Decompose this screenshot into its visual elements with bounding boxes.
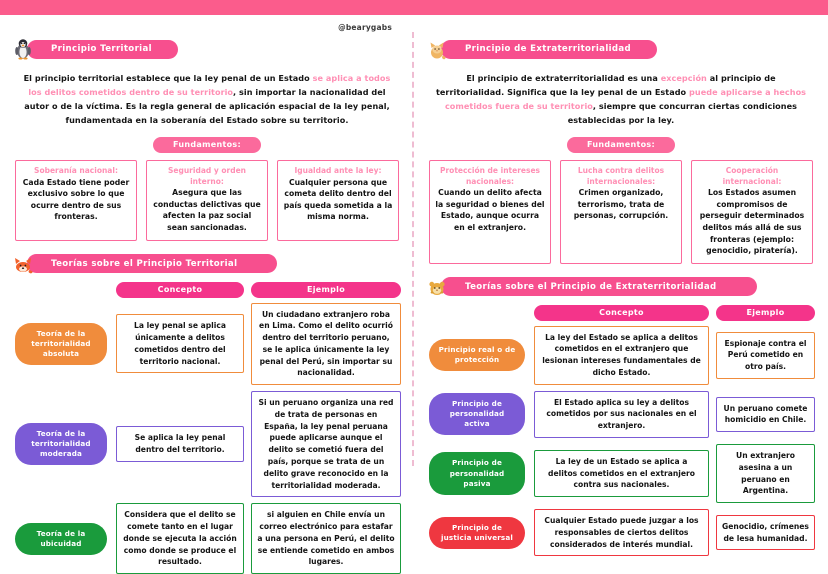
left-theories-header xyxy=(11,252,403,276)
fundamento-card xyxy=(560,160,682,264)
left-intro-highlight: se aplica a todos los delitos cometidos dentro de su territorio xyxy=(28,73,391,98)
right-fundamentos-cards xyxy=(425,160,817,264)
principle-label-pill: Principio de personalidad activa xyxy=(429,393,525,435)
left-theories-table xyxy=(11,282,403,574)
fundamento-card xyxy=(429,160,551,264)
penguin-icon xyxy=(11,37,35,61)
table-header-ejemplo: Ejemplo xyxy=(251,282,401,298)
fundamento-card-title: Soberanía nacional: xyxy=(34,165,118,175)
hamster-icon xyxy=(425,275,449,299)
principle-label-pill: Principio de personalidad pasiva xyxy=(429,452,525,494)
left-fundamentos-header xyxy=(11,137,403,153)
table-header-concepto: Concepto xyxy=(116,282,244,298)
right-theories-table xyxy=(425,305,817,557)
principle-pill-cell xyxy=(427,339,527,371)
fundamento-card-title: Seguridad y orden interno: xyxy=(167,165,247,186)
table-row xyxy=(13,391,401,497)
principle-example-cell: Un peruano comete homicidio en Chile. xyxy=(716,397,815,433)
left-fundamentos-label: Fundamentos: xyxy=(153,137,261,153)
right-intro-part1: El principio de extraterritorialidad es una xyxy=(466,73,661,83)
table-row xyxy=(427,391,815,438)
principle-concept-cell: La ley de un Estado se aplica a delitos cometidos en el extranjero contra sus nacionales. xyxy=(534,450,709,497)
left-intro-paragraph xyxy=(11,69,403,128)
theory-label-pill: Teoría de la territorialidad moderada xyxy=(15,423,107,465)
principle-example-cell: Un extranjero asesina a un peruano en Argentina. xyxy=(716,444,815,503)
left-section-title: Principio Territorial xyxy=(27,40,178,59)
principle-example-cell: Espionaje contra el Perú cometido en otro país. xyxy=(716,332,815,379)
left-theories-title: Teorías sobre el Principio Territorial xyxy=(27,254,277,273)
principle-label-pill: Principio real o de protección xyxy=(429,339,525,371)
theory-concept-cell: La ley penal se aplica únicamente a delitos cometidos dentro del territorio nacional. xyxy=(116,314,244,373)
right-fundamentos-header xyxy=(425,137,817,153)
fundamento-card-body: Cuando un delito afecta la seguridad o bienes del Estado, aunque ocurra en el extranjero. xyxy=(435,188,545,233)
fundamento-card xyxy=(146,160,268,241)
right-intro-part2: al principio de territorialidad. Significa que la ley penal de un Estado xyxy=(435,73,776,98)
principle-pill-cell xyxy=(427,517,527,549)
fundamento-card-body: Crimen organizado, terrorismo, trata de personas, corrupción. xyxy=(573,188,669,221)
theory-pill-cell xyxy=(13,423,109,465)
left-intro-part1: El principio territorial establece que la ley penal de un Estado xyxy=(23,73,313,83)
fundamento-card-body: Los Estados asumen compromisos de perseguir determinados delitos más allá de sus fronteras (ejemplo: genocidio, piratería). xyxy=(699,188,805,256)
right-theories-header xyxy=(425,275,817,299)
theory-example-cell: Si un peruano organiza una red de trata de personas en España, la ley penal peruana puede aplicarse aunque el delito se cometió fuera del país, porque se trata de un delito grave reconocido en la territorialidad moderada. xyxy=(251,391,401,497)
right-column xyxy=(414,15,828,549)
table-header-row xyxy=(13,282,401,298)
fundamento-card-title: Protección de intereses nacionales: xyxy=(439,165,541,186)
fundamento-card-title: Lucha contra delitos internacionales: xyxy=(577,165,665,186)
left-column xyxy=(0,15,414,567)
right-section-header xyxy=(425,37,817,61)
table-row xyxy=(427,326,815,385)
fundamento-card xyxy=(691,160,813,264)
left-section-header xyxy=(11,37,403,61)
principle-pill-cell xyxy=(427,452,527,494)
fundamento-card-title: Cooperación internacional: xyxy=(722,165,782,186)
principle-concept-cell: La ley del Estado se aplica a delitos cometidos en el extranjero que lesionan intereses fundamentales de dicho Estado. xyxy=(534,326,709,385)
left-intro-part2: , sin importar la nacionalidad del autor o de la víctima. Es la regla general de aplicación espacial de la ley penal, fundamentada en la soberanía del Estado sobre su territorio. xyxy=(24,87,390,126)
infographic-page xyxy=(0,15,828,567)
cat-icon xyxy=(425,37,449,61)
theory-label-pill: Teoría de la territorialidad absoluta xyxy=(15,323,107,365)
principle-concept-cell: Cualquier Estado puede juzgar a los responsables de ciertos delitos considerados de interés mundial. xyxy=(534,509,709,556)
left-fundamentos-cards xyxy=(11,160,403,241)
fundamento-card-body: Cada Estado tiene poder exclusivo sobre lo que ocurre dentro de sus fronteras. xyxy=(22,177,130,222)
right-intro-highlight-1: excepción xyxy=(660,73,707,83)
fundamento-card xyxy=(15,160,137,241)
principle-pill-cell xyxy=(427,393,527,435)
theory-concept-cell: Se aplica la ley penal dentro del territorio. xyxy=(116,426,244,462)
fox-icon xyxy=(11,252,35,276)
fundamento-card xyxy=(277,160,399,241)
fundamento-card-body: Cualquier persona que cometa delito dentro del país queda sometida a la misma norma. xyxy=(283,177,393,222)
table-row xyxy=(13,503,401,574)
table-header-row xyxy=(427,305,815,321)
theory-concept-cell: Considera que el delito se comete tanto en el lugar donde se ejecuta la acción como donde se produce el resultado. xyxy=(116,503,244,574)
right-intro-part3: , siempre que concurran ciertas condiciones establecidas por la ley. xyxy=(567,101,798,126)
table-header-concepto: Concepto xyxy=(534,305,709,321)
fundamento-card-body: Asegura que las conductas delictivas que afecten la paz social sean sancionadas. xyxy=(153,188,261,233)
theory-example-cell: si alguien en Chile envía un correo electrónico para estafar a una persona en Perú, el delito se entiende cometido en ambos lugares. xyxy=(251,503,401,574)
table-header-ejemplo: Ejemplo xyxy=(716,305,815,321)
theory-pill-cell xyxy=(13,323,109,365)
right-intro-paragraph xyxy=(425,69,817,128)
principle-concept-cell: El Estado aplica su ley a delitos cometidos por sus nacionales en el extranjero. xyxy=(534,391,709,438)
principle-label-pill: Principio de justicia universal xyxy=(429,517,525,549)
top-banner-bar xyxy=(0,0,828,15)
right-fundamentos-label: Fundamentos: xyxy=(567,137,675,153)
theory-example-cell: Un ciudadano extranjero roba en Lima. Como el delito ocurrió dentro del territorio peruano, se le aplica únicamente la ley penal del Perú, sin importar su nacionalidad. xyxy=(251,303,401,386)
watermark-handle: @bearygabs xyxy=(338,23,392,32)
principle-example-cell: Genocidio, crímenes de lesa humanidad. xyxy=(716,515,815,551)
right-intro-highlight-2: puede aplicarse a hechos cometidos fuera de su territorio xyxy=(444,87,807,112)
right-theories-title: Teorías sobre el Principio de Extraterritorialidad xyxy=(441,277,757,296)
table-row xyxy=(427,444,815,503)
right-section-title: Principio de Extraterritorialidad xyxy=(441,40,657,59)
theory-pill-cell xyxy=(13,523,109,555)
theory-label-pill: Teoría de la ubicuidad xyxy=(15,523,107,555)
table-row xyxy=(13,303,401,386)
table-row xyxy=(427,509,815,556)
fundamento-card-title: Igualdad ante la ley: xyxy=(294,165,382,175)
